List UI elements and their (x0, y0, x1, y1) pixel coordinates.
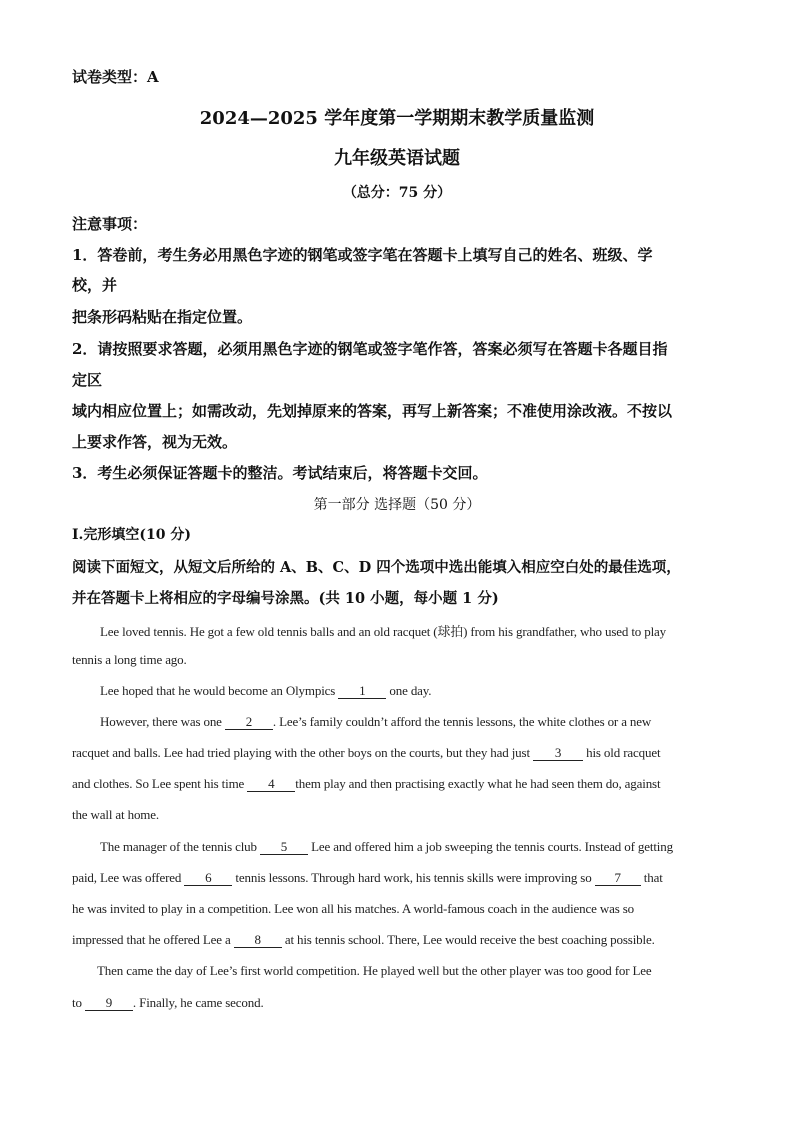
blank-2: 2 (225, 715, 273, 730)
note-2-line-4: 上要求作答，视为无效。 (72, 433, 238, 451)
passage-p1-line-2: tennis a long time ago. (72, 652, 187, 667)
passage-p5-line-1: Then came the day of Lee’s first world competition. He played well but the other player was too good for Lee (97, 963, 652, 978)
passage-p5-line-2: to 9 . Finally, he came second. (72, 995, 264, 1010)
passage-p4-line-4: impressed that he offered Lee a 8 at his tennis school. There, Lee would receive the best coaching possible. (72, 932, 655, 947)
blank-4: 4 (247, 777, 295, 792)
passage-p1-line-1: Lee loved tennis. He got a few old tennis balls and an old racquet (球拍) from his grandfather, who used to play (100, 624, 667, 639)
paper-type: 试卷类型：A (72, 68, 159, 86)
blank-1: 1 (338, 684, 386, 699)
passage-p4-line-2: paid, Lee was offered 6 tennis lessons. Through hard work, his tennis skills were improving so 7 that (72, 870, 663, 885)
note-2-line-2: 定区 (72, 371, 103, 389)
blank-8: 8 (234, 933, 282, 948)
passage-p3-line-4: the wall at home. (72, 807, 159, 822)
blank-5: 5 (260, 840, 308, 855)
note-2-line-3: 域内相应位置上；如需改动，先划掉原来的答案，再写上新答案；不准使用涂改液。不按以 (72, 402, 673, 420)
section-title: I.完形填空(10 分) (72, 527, 192, 543)
passage-p3-line-1: However, there was one 2 . Lee’s family couldn’t afford the tennis lessons, the white clothes or a new (100, 714, 652, 729)
notes-heading: 注意事项： (72, 215, 148, 233)
instructions-line-1: 阅读下面短文，从短文后所给的 A、B、C、D 四个选项中选出能填入相应空白处的最佳选项， (72, 559, 681, 576)
note-3: 3．考生必须保证答题卡的整洁。考试结束后，将答题卡交回。 (72, 464, 488, 482)
note-1-line-2: 校，并 (72, 276, 118, 294)
note-1-line-3: 把条形码粘贴在指定位置。 (72, 308, 253, 326)
passage-p4-line-3: he was invited to play in a competition. Lee won all his matches. A world-famous coach in the audience was so (72, 901, 634, 916)
passage-p4-line-1: The manager of the tennis club 5 Lee and offered him a job sweeping the tennis courts. Instead of getting (100, 839, 673, 854)
passage-p3-line-2: racquet and balls. Lee had tried playing with the other boys on the courts, but they had just 3 his old racquet (72, 745, 661, 760)
part1-heading: 第一部分 选择题（50 分） (313, 497, 481, 513)
passage-p2: Lee hoped that he would become an Olympics 1 one day. (100, 683, 432, 698)
blank-6: 6 (184, 871, 232, 886)
blank-7: 7 (595, 871, 641, 886)
total-score: （总分：75 分） (342, 185, 452, 201)
note-1-line-1: 1．答卷前，考生务必用黑色字迹的钢笔或签字笔在答题卡上填写自己的姓名、班级、学 (72, 246, 653, 264)
note-2-line-1: 2．请按照要求答题，必须用黑色字迹的钢笔或签字笔作答，答案必须写在答题卡各题目指 (72, 340, 668, 358)
blank-9: 9 (85, 996, 133, 1011)
passage-p3-line-3: and clothes. So Lee spent his time 4 them play and then practising exactly what he had seen them do, against (72, 776, 661, 791)
exam-title: 2024—2025 学年度第一学期期末教学质量监测 (199, 108, 595, 129)
instructions-line-2: 并在答题卡上将相应的字母编号涂黑。(共 10 小题，每小题 1 分) (72, 590, 499, 607)
exam-subtitle: 九年级英语试题 (334, 148, 460, 169)
blank-3: 3 (533, 746, 583, 761)
